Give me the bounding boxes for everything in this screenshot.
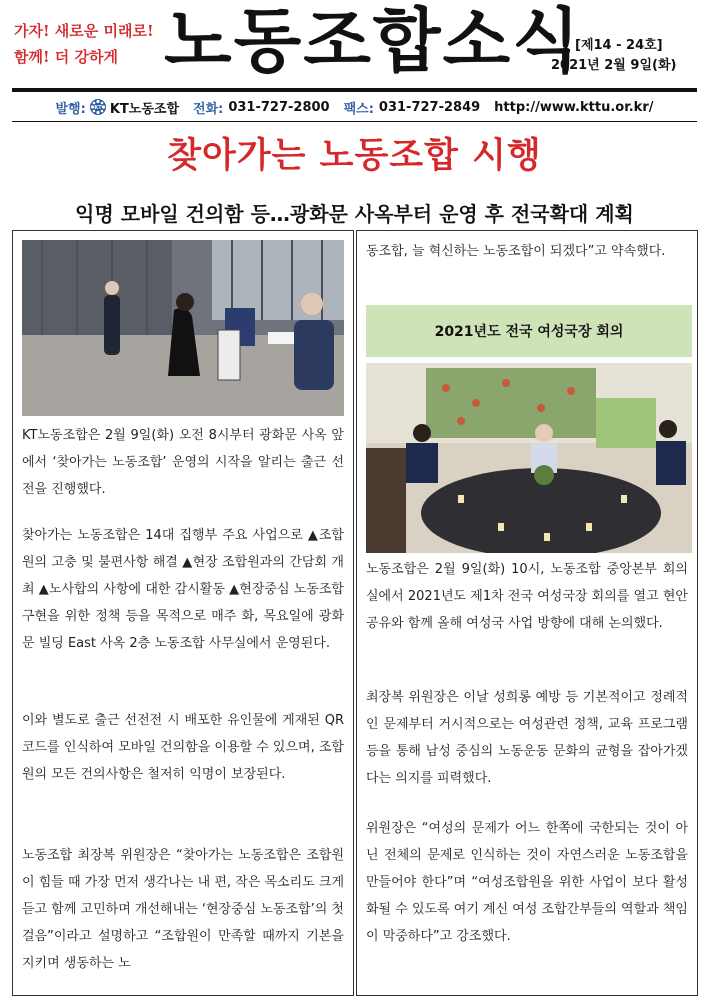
publisher-info-bar xyxy=(12,94,697,120)
sub-headline: 익명 모바일 건의함 등…광화문 사옥부터 운영 후 전국확대 계획 xyxy=(75,202,634,226)
website-link[interactable]: http://www.kttu.or.kr/ xyxy=(494,99,654,115)
meeting-photo xyxy=(366,363,692,553)
article-continuation: 동조합, 늘 혁신하는 노동조합이 되겠다”고 약속했다. xyxy=(366,244,666,259)
phone-number: 031-727-2800 xyxy=(228,99,330,115)
slogan-line-2: 함께! 더 강하게 xyxy=(14,48,118,66)
publisher-label: 발행: xyxy=(55,101,86,117)
publisher-name: KT노동조합 xyxy=(109,101,180,117)
phone-label: 전화: xyxy=(193,101,224,117)
header-rule-bottom xyxy=(12,121,697,122)
sidebar-paragraph: 위원장은 “여성의 문제가 어느 한쪽에 국한되는 것이 아닌 전체의 문제로 인식하는 것이 자연스러운 노동조합을 만들어야 한다”며 “여성조합원을 위한 사업이 보다 활성화될 수 있도록 여기 계신 여성 조합간부들의 역할과 책임이 막중하다”고 강조했다. xyxy=(366,821,688,944)
article-paragraph: KT노동조합은 2월 9일(화) 오전 8시부터 광화문 사옥 앞에서 ‘찾아가는 노동조합’ 운영의 시작을 알리는 출근 선전을 진행했다. xyxy=(22,428,344,497)
issue-number: [제14 - 24호] xyxy=(575,38,663,53)
publish-date: 2021년 2월 9일(화) xyxy=(551,58,677,73)
main-headline: 찾아가는 노동조합 시행 xyxy=(167,136,542,176)
fax-label: 팩스: xyxy=(343,101,374,117)
header-rule-top xyxy=(12,88,697,92)
campaign-photo xyxy=(22,240,344,416)
slogan-line-1: 가자! 새로운 미래로! xyxy=(14,22,154,40)
svg-text:KT: KT xyxy=(94,104,102,111)
union-logo-icon xyxy=(89,98,107,116)
article-paragraph: 노동조합 최장복 위원장은 “찾아가는 노동조합은 조합원이 힘들 때 가장 먼저 생각나는 내 편, 작은 목소리도 크게 듣고 함께 고민하며 개선해내는 ‘현장중심 노동조합’의 첫 걸음”이라고 설명하고 “조합원이 만족할 때까지 기본을 지키며 생동하는 노 xyxy=(22,848,344,971)
sidebar-article-title: 2021년도 전국 여성국장 회의 xyxy=(366,305,692,357)
article-paragraph: 이와 별도로 출근 선전전 시 배포한 유인물에 게재된 QR코드를 인식하여 모바일 건의함을 이용할 수 있으며, 조합원의 모든 건의사항은 철저히 익명이 보장된다. xyxy=(22,713,344,782)
fax-number: 031-727-2849 xyxy=(378,99,481,115)
masthead-title: 노동조합소식 xyxy=(164,0,582,82)
sidebar-paragraph: 최장복 위원장은 이날 성희롱 예방 등 기본적이고 정례적인 문제부터 거시적으로는 여성관련 정책, 교육 프로그램 등을 통해 남성 중심의 노동운동 문화의 균형을 잡아가겠다는 의지를 피력했다. xyxy=(366,690,688,786)
sidebar-paragraph: 노동조합은 2월 9일(화) 10시, 노동조합 중앙본부 회의실에서 2021년도 제1차 전국 여성국장 회의를 열고 현안 공유와 함께 올해 여성국 사업 방향에 대해 논의했다. xyxy=(366,562,688,631)
article-paragraph: 찾아가는 노동조합은 14대 집행부 주요 사업으로 ▲조합원의 고충 및 불편사항 해결 ▲현장 조합원과의 간담회 개최 ▲노사합의 사항에 대한 감시활동 ▲현장중심 노동조합 구현을 위한 정책 등을 목적으로 매주 화, 목요일에 광화문 빌딩 East 사옥 2층 노동조합 사무실에서 운영된다. xyxy=(22,528,344,651)
